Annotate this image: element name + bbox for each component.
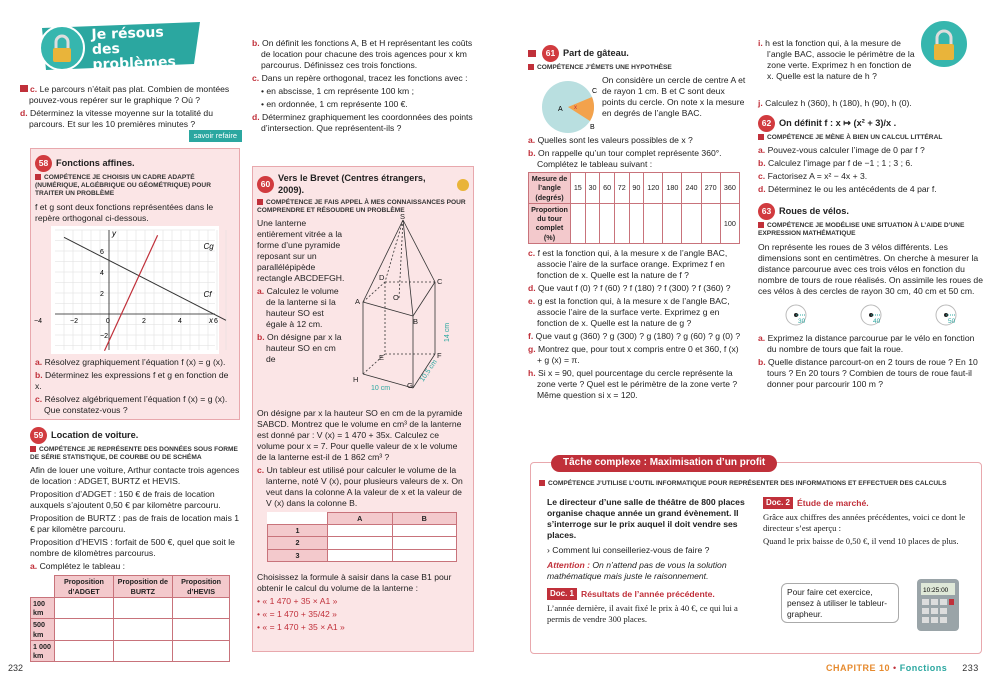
question-d: d. Déterminez la vitesse moyenne sur la totalité du parcours. Et sur les 10 premières minutes ? <box>20 108 213 129</box>
spreadsheet-cell[interactable] <box>392 549 457 561</box>
rental-table: Proposition d’ADGET Proposition de BURTZ Proposition d’HEVIS 100 km 500 km 1 000 km <box>30 575 230 662</box>
flag-icon <box>20 85 28 92</box>
y-tick-label: 6 <box>100 248 104 256</box>
table-cell[interactable] <box>701 203 720 243</box>
table-cell[interactable] <box>55 640 113 661</box>
table-cell[interactable] <box>173 619 230 640</box>
y-axis-label: y <box>112 228 116 238</box>
vertex-label: S <box>400 212 406 221</box>
cake-figure <box>528 75 598 135</box>
vertex-label: H <box>353 375 359 384</box>
padlock-icon <box>53 48 71 62</box>
exercise-58-text: f et g sont deux fonctions représentées dans le repère orthogonal ci-dessous. <box>35 201 214 223</box>
left-column <box>20 84 242 142</box>
spreadsheet-cell[interactable] <box>392 525 457 537</box>
cf-label: Cf <box>203 289 212 299</box>
svg-text:50: 50 <box>947 317 955 325</box>
spreadsheet: A B 1 2 3 <box>267 512 457 562</box>
competence-58: COMPÉTENCE JE CHOISIS UN CADRE ADAPTÉ (NUMÉRIQUE, ALGÉBRIQUE OU GÉOMÉTRIQUE) POUR TRAITER UN PROBLÈME <box>35 174 211 198</box>
wheel-figures <box>758 303 983 327</box>
x-tick-label: 6 <box>214 317 218 325</box>
exercise-61: 61 Part de gâteau. COMPÉTENCE J’ÉMETS UNE HYPOTHÈSE A B C x On considère un cercle de centre A et de rayon 1 cm. B et C sont deux points du cercle. On note x la mesure en degrés de l’angle BAC. a. Quelles sont les valeurs possibles de x ? b. On rappelle qu’un tour complet représente 360°. Complétez le tableau suivant : Mesure de l’angle (degrés) 15 30 60 72 90 120 180 240 270 360 Proportion du tour complet (%) 100 c. f est la fonction qui, à la mesure x de l’angle BAC, associe l’aire de la surface orange. Exprimez f en fonction de x. Quelle est la nature de f ? d. Que vaut f (0) ? f (60) ? f (180) ? f (300) ? f (360) ? e. g est la fonction qui, à la mesure x de l’angle BAC, associe l’aire de la surface verte. Exprimez g en fonction de x. Quelle est la nature de g ? f. Que vaut g (360) ? g (300) ? g (180) ? g (60) ? g (0) ? g. Montrez que, pour tout x compris entre 0 et 360, f (x) + g (x) = π. h. Si x = 90, quel pourcentage du cercle représente la zone verte ? Quel est le périmètre de la zone verte ? Même question si x = 120. <box>528 42 746 403</box>
table-cell[interactable] <box>600 203 615 243</box>
x-tick-label: 2 <box>142 317 146 325</box>
spreadsheet-cell[interactable] <box>392 537 457 549</box>
function-graph <box>34 226 219 354</box>
table-cell[interactable] <box>614 203 629 243</box>
exercise-59: 59 Location de voiture. COMPÉTENCE JE REPRÉSENTE DES DONNÉES SOUS FORME DE SÉRIE STATISTIQUE, DE COURBE OU DE SCHÉMA Afin de louer une voiture, Arthur contacte trois agences de location : ADGET, BURTZ et HEVIS. Proposition d’ADGET : 150 € de frais de location auxquels s’ajoutent 0,50 € par kilomètre parcouru. Proposition de BURTZ : pas de frais de location mais 1 € par kilomètre parcouru. Proposition d’HEVIS : forfait de 500 €, quel que soit le nombre de kilomètres parcourus. a. Complétez le tableau : Proposition d’ADGET Proposition de BURTZ Proposition d’HEVIS 100 km 500 km 1 000 km <box>30 424 242 662</box>
table-cell[interactable] <box>644 203 663 243</box>
table-cell[interactable] <box>585 203 600 243</box>
x-axis-label: x <box>209 315 213 325</box>
question-c: c. Le parcours n’était pas plat. Combien de montées pouvez-vous repérer sur le graphique ? Où ? <box>20 84 242 106</box>
header-title-line1: Je résous <box>91 24 164 43</box>
vertex-label: C <box>437 277 443 286</box>
dimension-label: 10 cm <box>371 385 391 392</box>
wheel-icon <box>924 303 968 327</box>
padlock-icon <box>918 18 970 70</box>
calculator-icon <box>911 575 967 635</box>
spreadsheet-cell[interactable] <box>328 549 393 561</box>
exercise-60-box: 60 Vers le Brevet (Centres étrangers, 2009). COMPÉTENCE JE FAIS APPEL À MES CONNAISSANCES POUR COMPRENDRE ET RÉSOUDRE UN PROBLÈME Une lanterne entièrement vitrée a la forme d’une pyramide reposant sur un parallélépipède rectangle ABCDEFGH. a. Calculez le volume de la lanterne si la hauteur SO est égale à 12 cm. S A B C D E F G H O 10 cm 10,5 cm 14 cm b. On désigne par x la hauteur SO en cm de On désigne par x la hauteur SO en cm de la pyramide SABCD. Montrez que le volume en cm³ de la lanterne est donné par : V (x) = 1 470 + 35x. Calculez ce volume pour x = 7. Pour quelle valeur de x le volume de la lanterne est-il de 1 862 cm³ ? c. Un tableur est utilisé pour calculer le volume de la lanterne, noté V (x), pour plusieurs valeurs de x. On veut dans la colonne A la valeur de x et la valeur de V (x) dans la colonne B. A B 1 2 3 Choisissez la formule à saisir dans la case B1 pour obtenir le calcul du volume de la lanterne : • « 1 470 + 35 × A1 » • « = 1 470 + 35/42 » • « = 1 470 + 35 × A1 » <box>252 166 474 652</box>
wheel-icon <box>849 303 893 327</box>
vertex-label: G <box>407 381 413 390</box>
table-cell[interactable] <box>113 619 173 640</box>
medal-icon <box>457 179 469 191</box>
formula-option: • « = 1 470 + 35 × A1 » <box>257 621 345 632</box>
formula-option: • « 1 470 + 35 × A1 » <box>257 595 338 606</box>
exercise-number: 59 <box>30 427 47 444</box>
doc2-badge: Doc. 2 <box>763 497 793 509</box>
header-banner <box>36 18 206 76</box>
y-tick-label: 2 <box>100 290 104 298</box>
table-cell[interactable] <box>663 203 682 243</box>
savoir-refaire-badge[interactable]: savoir refaire <box>189 130 242 142</box>
exercise-60-b: On désigne par x la hauteur SO en cm de la pyramide SABCD. Montrez que le volume en cm³ de la lanterne est donné par : V (x) = 1 470 + 35x. Calculez ce volume pour x = 7. Pour quelle valeur de x le volume de la lanterne est-il de 1 862 cm³ ? <box>257 408 463 462</box>
exercise-58-header: 58 Fonctions affines. <box>35 155 235 172</box>
vertex-label: A <box>355 297 361 306</box>
exercise-58-box: 58 Fonctions affines. COMPÉTENCE JE CHOISIS UN CADRE ADAPTÉ (NUMÉRIQUE, ALGÉBRIQUE OU GÉOMÉTRIQUE) POUR TRAITER UN PROBLÈME f et g sont deux fonctions représentées dans le repère orthogonal ci-dessous. 6 4 2 −2 −4 −2 0 2 4 6 y x Cg Cf a. Résolvez graphiquement l’équation f (x) = g (x). b. Déterminez les expressions f et g en fonction de x. c. Résolvez algébriquement l’équation f (x) = g (x). Que constatez-vous ? <box>30 148 240 420</box>
complex-task-title: Tâche complexe : Maximisation d’un profit <box>551 455 777 472</box>
point-label: A <box>558 106 563 114</box>
table-cell[interactable] <box>629 203 644 243</box>
vertex-label: O <box>393 293 399 302</box>
x-tick-label: 4 <box>178 317 182 325</box>
x-tick-label: −4 <box>34 317 42 325</box>
table-cell[interactable] <box>173 597 230 618</box>
table-cell[interactable] <box>113 597 173 618</box>
footer: CHAPITRE 10 • Fonctions 233 <box>826 663 979 673</box>
spreadsheet-cell[interactable] <box>328 525 393 537</box>
dimension-label: 14 cm <box>444 322 451 342</box>
flag-icon <box>528 50 536 57</box>
table-cell[interactable] <box>682 203 701 243</box>
y-tick-label: −2 <box>100 332 108 340</box>
header-title-line2: des problèmes <box>91 41 177 73</box>
middle-column: b. On définit les fonctions A, B et H représentant les coûts de location pour chacune des trois agences pour x km parcourus. Définissez ces trois fonctions. c. Dans un repère orthogonal, tracez les fonctions avec : • en abscisse, 1 cm représente 100 km ; • en ordonnée, 1 cm représente 100 €. d. Déterminez graphiquement les coordonnées des points d’intersection. Que représentent-ils ? <box>252 38 473 133</box>
exercise-number: 58 <box>35 155 52 172</box>
table-cell[interactable] <box>113 640 173 661</box>
page-number-right: 233 <box>962 663 979 673</box>
exercise-number: 60 <box>257 176 274 193</box>
doc1-badge: Doc. 1 <box>547 588 577 600</box>
angle-label: x <box>574 105 577 112</box>
exercise-number: 61 <box>542 45 559 62</box>
x-tick-label: −2 <box>70 317 78 325</box>
formula-option: • « = 1 470 + 35/42 » <box>257 608 337 619</box>
wheel-icon <box>774 303 818 327</box>
tip-bubble: Pour faire cet exercice, pensez à utiliser le tableur-grapheur. <box>781 583 899 623</box>
complex-task-box: Tâche complexe : Maximisation d’un profit COMPÉTENCE J’UTILISE L’OUTIL INFORMATIQUE POUR REPRÉSENTER DES INFORMATIONS ET EFFECTUER DES CALCULS Le directeur d’une salle de théâtre de 800 places organise chaque année un grand évènement. Il s’interroge sur le prix auquel il doit vendre ses places. › Comment lui conseilleriez-vous de faire ? Attention : On n’attend pas de vous la solution mathématique mais juste le raisonnement. Doc. 1 Résultats de l’année précédente. L’année dernière, il avait fixé le prix à 40 €, ce qui lui a permis de vendre 300 places. Doc. 2 Étude de marché. Grâce aux chiffres des années précédentes, voici ce dont le directeur s’est aperçu : Quand le prix baisse de 0,50 €, il vend 10 places de plus. Pour faire cet exercice, pensez à utiliser le tableur-grapheur. 10:25:00 <box>530 462 982 654</box>
vertex-label: B <box>413 317 419 326</box>
table-cell[interactable] <box>55 597 113 618</box>
page-number-left: 232 <box>8 663 24 673</box>
table-cell[interactable] <box>571 203 586 243</box>
vertex-label: D <box>379 273 385 282</box>
svg-text:40: 40 <box>872 317 880 325</box>
x-tick-label: 0 <box>106 317 110 325</box>
svg-text:10:25:00: 10:25:00 <box>923 587 949 594</box>
table-cell[interactable] <box>173 640 230 661</box>
angle-table: Mesure de l’angle (degrés) 15 30 60 72 90 120 180 240 270 360 Proportion du tour complet (%) 100 <box>528 172 740 244</box>
cg-label: Cg <box>203 241 214 251</box>
point-label: B <box>590 124 595 132</box>
svg-text:30: 30 <box>797 317 805 325</box>
right-column: i. h est la fonction qui, à la mesure de l’angle BAC, associe le périmètre de la zone verte. Exprimez h en fonction de x. Quelle est la nature de h ? <box>758 38 915 81</box>
vertex-label: F <box>437 351 442 360</box>
vertex-label: E <box>379 353 385 362</box>
right-column-lower: j. Calculez h (360), h (180), h (90), h (0). 62 On définit f : x ↦ (x² + 3)/x . COMPÉTENCE JE MÈNE À BIEN UN CALCUL LITTÉRAL a. Pouvez-vous calculer l’image de 0 par f ? b. Calculez l’image par f de −1 ; 1 ; 3 ; 6. c. Factorisez A = x² − 4x + 3. d. Déterminez le ou les antécédents de 4 par f. 63 Roues de vélos. COMPÉTENCE JE MODÉLISE UNE SITUATION À L’AIDE D’UNE EXPRESSION MATHÉMATIQUE On représente les roues de 3 vélos différents. Les dimensions sont en centimètres. On cherche à mesurer la distance parcourue avec ces trois vélos en fonction du nombre de tours de roue réalisés. On assimile les roues de ces vélos à des cercles de rayon 30 cm, 40 cm et 50 cm. 30 40 50 a. Exprimez la distance parcourue par le vélo en fonction du nombre de tours que fait la roue. b. Quelle distance parcourt-on en 2 tours de roue ? En 10 tours ? En 20 tours ? Combien de tours de roue faut-il donner pour parcourir 100 m ? <box>758 98 983 389</box>
table-cell[interactable] <box>55 619 113 640</box>
dimension-label: 10,5 cm <box>418 358 439 384</box>
exercise-number: 63 <box>758 203 775 220</box>
spreadsheet-cell[interactable] <box>328 537 393 549</box>
exercise-number: 62 <box>758 115 775 132</box>
y-tick-label: 4 <box>100 269 104 277</box>
lantern-figure <box>349 212 471 390</box>
point-label: C <box>592 88 598 96</box>
